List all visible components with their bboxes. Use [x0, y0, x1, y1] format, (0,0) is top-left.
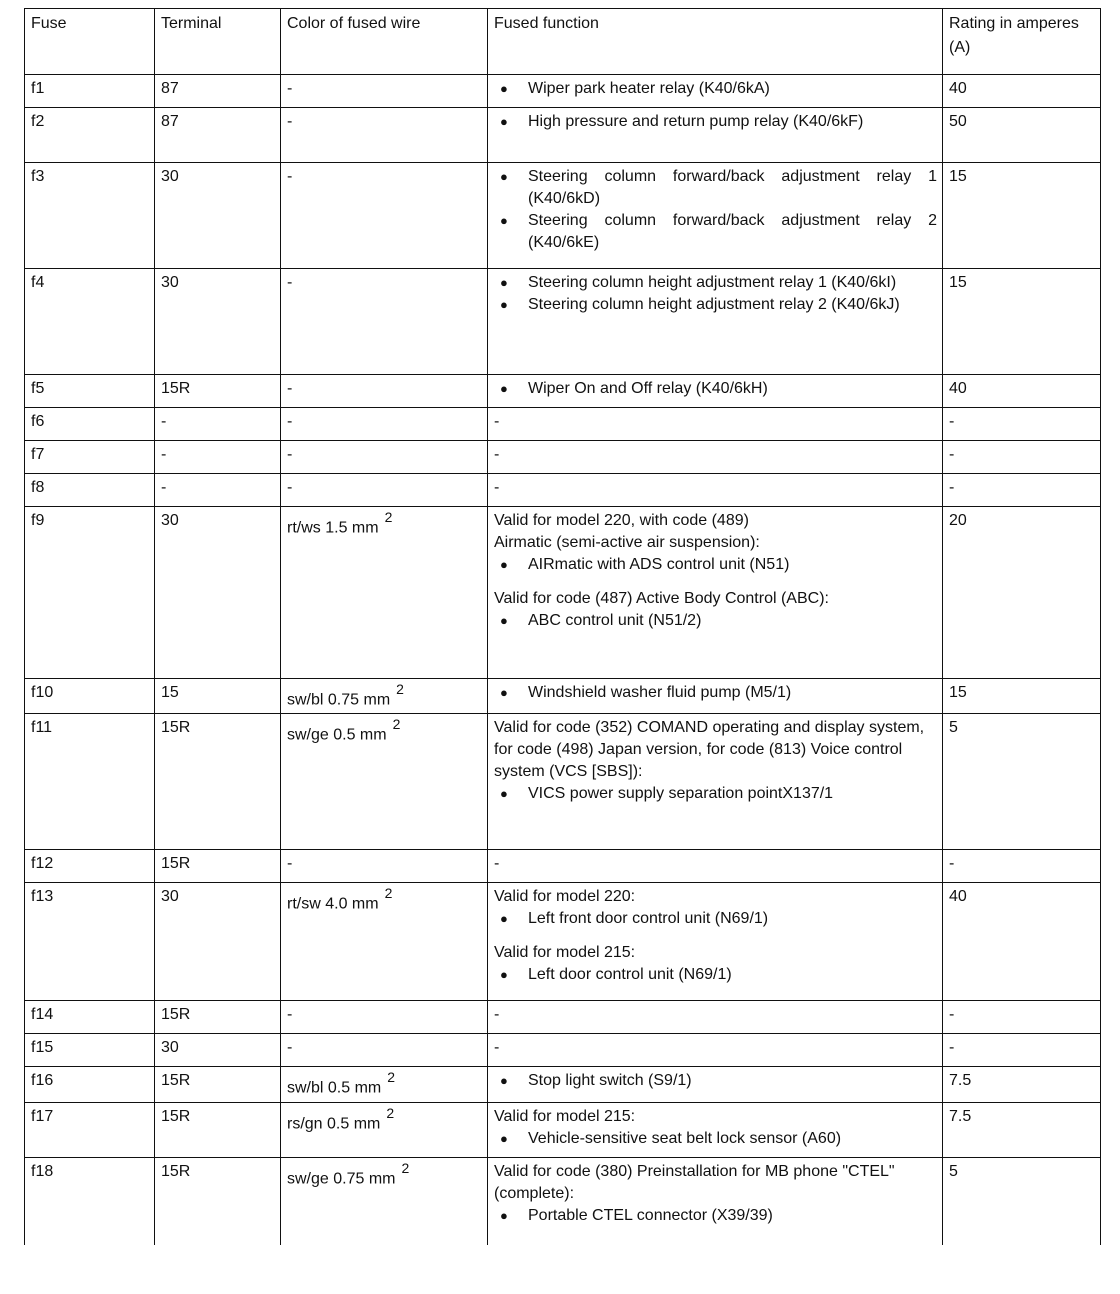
- rating-cell: -: [943, 1034, 1101, 1067]
- wire-color-text: -: [287, 855, 293, 873]
- fuse-cell: f18: [25, 1157, 155, 1245]
- function-cell: [488, 1102, 943, 1157]
- wire-color-cell: [281, 474, 488, 507]
- rating-cell: -: [943, 850, 1101, 883]
- fuse-cell: f17: [25, 1102, 155, 1157]
- wire-color-text: rt/sw 4.0 mm: [287, 895, 379, 913]
- function-bullet-list: [494, 166, 937, 254]
- rating-cell: 7.5: [943, 1067, 1101, 1102]
- rating-cell: -: [943, 441, 1101, 474]
- rating-cell: 20: [943, 507, 1101, 679]
- terminal-cell: 30: [155, 507, 281, 679]
- function-cell: -: [488, 1034, 943, 1067]
- wire-color-text: sw/ge 0.75 mm: [287, 1169, 396, 1187]
- unit-exponent: 2: [396, 681, 404, 697]
- terminal-cell: -: [155, 408, 281, 441]
- function-bullet-item: ● Wiper On and Off relay (K40/6kH): [494, 378, 937, 400]
- fuse-cell: f2: [25, 108, 155, 163]
- rating-cell: -: [943, 408, 1101, 441]
- wire-color-text: -: [287, 380, 293, 397]
- function-bullet-item: ● Vehicle-sensitive seat belt lock sensor (A60): [494, 1128, 937, 1150]
- fuse-cell: f5: [25, 375, 155, 408]
- table-row: [25, 441, 1101, 474]
- fuse-cell: f12: [25, 850, 155, 883]
- function-bullet-list: [494, 1070, 937, 1092]
- function-bullet-list: [494, 908, 937, 930]
- wire-color-cell: [281, 1067, 488, 1102]
- fuse-cell: f10: [25, 679, 155, 714]
- wire-color-text: sw/bl 0.75 mm: [287, 691, 391, 709]
- function-bullet-list: [494, 378, 937, 400]
- table-row: [25, 1034, 1101, 1067]
- function-cell: [488, 1157, 943, 1245]
- function-bullet-item: ● Left door control unit (N69/1): [494, 964, 937, 986]
- rating-cell: -: [943, 1001, 1101, 1034]
- wire-color-cell: [281, 507, 488, 679]
- table-row: [25, 163, 1101, 269]
- fuse-cell: f8: [25, 474, 155, 507]
- wire-color-text: -: [287, 113, 293, 130]
- fuse-cell: f16: [25, 1067, 155, 1102]
- table-row: [25, 1157, 1101, 1245]
- header-rating: Rating in amperes (A): [943, 9, 1101, 75]
- fuse-cell: f14: [25, 1001, 155, 1034]
- header-color: Color of fused wire: [281, 9, 488, 75]
- wire-color-text: -: [287, 446, 293, 463]
- function-bullet-list: [494, 1128, 937, 1150]
- wire-color-text: -: [287, 413, 293, 430]
- function-bullet-list: [494, 272, 937, 316]
- function-cell: [488, 163, 943, 269]
- function-bullet-list: [494, 78, 937, 100]
- unit-exponent: 2: [384, 509, 393, 525]
- terminal-cell: -: [155, 474, 281, 507]
- table-row: [25, 850, 1101, 883]
- wire-color-cell: [281, 375, 488, 408]
- function-bullet-item: ● Windshield washer fluid pump (M5/1): [494, 682, 937, 704]
- function-cell: [488, 714, 943, 850]
- header-terminal: Terminal: [155, 9, 281, 75]
- function-cell: [488, 108, 943, 163]
- rating-cell: 15: [943, 163, 1101, 269]
- function-bullet-item: ● Steering column height adjustment relay 2 (K40/6kJ): [494, 294, 937, 316]
- function-cell: [488, 75, 943, 108]
- function-bullet-item: ● Steering column forward/back adjustment relay 1 (K40/6kD): [494, 166, 937, 210]
- function-bullet-list: [494, 1205, 937, 1227]
- header-row: [25, 9, 1101, 75]
- fuse-cell: f4: [25, 269, 155, 375]
- wire-color-cell: [281, 1102, 488, 1157]
- wire-color-cell: [281, 883, 488, 1001]
- function-bullet-item: ● Steering column height adjustment relay 1 (K40/6kI): [494, 272, 937, 294]
- function-cell: [488, 1067, 943, 1102]
- function-bullet-item: ● VICS power supply separation pointX137/1: [494, 783, 937, 805]
- validity-note: Valid for code (352) COMAND operating and display system, for code (498) Japan version, for code (813) Voice control system (VCS [SBS]):: [494, 719, 925, 781]
- function-cell: -: [488, 850, 943, 883]
- wire-color-cell: [281, 679, 488, 714]
- function-cell: [488, 375, 943, 408]
- table-row: [25, 1067, 1101, 1102]
- validity-note: Valid for model 220:: [494, 888, 636, 906]
- table-row: [25, 108, 1101, 163]
- function-bullet-list: [494, 682, 937, 704]
- unit-exponent: 2: [387, 1069, 396, 1086]
- terminal-cell: 30: [155, 883, 281, 1001]
- unit-exponent: 2: [392, 716, 401, 733]
- validity-note: Valid for model 215:: [494, 944, 636, 962]
- wire-color-cell: [281, 1001, 488, 1034]
- fuse-cell: f13: [25, 883, 155, 1001]
- terminal-cell: 87: [155, 108, 281, 163]
- header-function: Fused function: [488, 9, 943, 75]
- function-bullet-item: ● ABC control unit (N51/2): [494, 610, 937, 632]
- function-cell: -: [488, 441, 943, 474]
- fuse-cell: f9: [25, 507, 155, 679]
- rating-cell: 5: [943, 714, 1101, 850]
- header-fuse: Fuse: [25, 9, 155, 75]
- function-bullet-item: ● Steering column forward/back adjustment relay 2 (K40/6kE): [494, 210, 937, 254]
- function-bullet-list: [494, 111, 937, 133]
- terminal-cell: -: [155, 441, 281, 474]
- wire-color-text: rt/ws 1.5 mm: [287, 519, 379, 537]
- wire-color-cell: [281, 441, 488, 474]
- rating-cell: 15: [943, 679, 1101, 714]
- terminal-cell: 15R: [155, 1157, 281, 1245]
- table-row: [25, 714, 1101, 850]
- wire-color-cell: [281, 75, 488, 108]
- wire-color-cell: [281, 1157, 488, 1245]
- wire-color-text: -: [287, 80, 293, 97]
- function-bullet-item: ● High pressure and return pump relay (K40/6kF): [494, 111, 937, 133]
- table-row: [25, 883, 1101, 1001]
- validity-note: Valid for code (380) Preinstallation for MB phone "CTEL" (complete):: [494, 1162, 895, 1202]
- validity-note: Valid for model 220, with code (489): [494, 512, 749, 529]
- rating-cell: 40: [943, 75, 1101, 108]
- fuse-cell: f15: [25, 1034, 155, 1067]
- fuse-cell: f3: [25, 163, 155, 269]
- terminal-cell: 30: [155, 269, 281, 375]
- rating-cell: 7.5: [943, 1102, 1101, 1157]
- fuse-cell: f11: [25, 714, 155, 850]
- table-row: [25, 507, 1101, 679]
- terminal-cell: 15R: [155, 714, 281, 850]
- function-cell: [488, 679, 943, 714]
- wire-color-text: -: [287, 479, 293, 496]
- function-bullet-item: ● Stop light switch (S9/1): [494, 1070, 937, 1092]
- wire-color-text: sw/ge 0.5 mm: [287, 726, 387, 744]
- validity-note: Airmatic (semi-active air suspension):: [494, 534, 760, 551]
- wire-color-cell: [281, 269, 488, 375]
- wire-color-cell: [281, 850, 488, 883]
- unit-exponent: 2: [384, 885, 393, 902]
- wire-color-text: -: [287, 1039, 293, 1057]
- fuse-table-body: [25, 75, 1101, 1246]
- wire-color-cell: [281, 1034, 488, 1067]
- function-bullet-item: ● Left front door control unit (N69/1): [494, 908, 937, 930]
- wire-color-text: rs/gn 0.5 mm: [287, 1114, 381, 1132]
- rating-cell: 40: [943, 883, 1101, 1001]
- fuse-cell: f7: [25, 441, 155, 474]
- table-row: [25, 408, 1101, 441]
- table-row: [25, 1001, 1101, 1034]
- rating-cell: 5: [943, 1157, 1101, 1245]
- unit-exponent: 2: [401, 1159, 410, 1176]
- function-cell: [488, 883, 943, 1001]
- function-bullet-list: [494, 610, 937, 632]
- function-cell: -: [488, 474, 943, 507]
- function-bullet-item: ● Wiper park heater relay (K40/6kA): [494, 78, 937, 100]
- table-row: [25, 269, 1101, 375]
- terminal-cell: 30: [155, 1034, 281, 1067]
- function-bullet-item: ● AIRmatic with ADS control unit (N51): [494, 554, 937, 576]
- terminal-cell: 15: [155, 679, 281, 714]
- table-row: [25, 474, 1101, 507]
- fuse-cell: f1: [25, 75, 155, 108]
- wire-color-cell: [281, 714, 488, 850]
- function-bullet-list: [494, 964, 937, 986]
- validity-note: Valid for model 215:: [494, 1107, 636, 1125]
- terminal-cell: 15R: [155, 850, 281, 883]
- unit-exponent: 2: [386, 1104, 395, 1121]
- function-cell: [488, 269, 943, 375]
- terminal-cell: 15R: [155, 1001, 281, 1034]
- table-row: [25, 1102, 1101, 1157]
- terminal-cell: 15R: [155, 375, 281, 408]
- table-row: [25, 75, 1101, 108]
- wire-color-text: -: [287, 274, 293, 291]
- rating-cell: 40: [943, 375, 1101, 408]
- wire-color-cell: [281, 163, 488, 269]
- fuse-table-sheet: [24, 8, 1100, 1245]
- wire-color-text: -: [287, 1006, 293, 1024]
- table-row: [25, 375, 1101, 408]
- rating-cell: 50: [943, 108, 1101, 163]
- terminal-cell: 87: [155, 75, 281, 108]
- wire-color-text: -: [287, 168, 293, 185]
- function-bullet-item: ● Portable CTEL connector (X39/39): [494, 1205, 937, 1227]
- table-row: [25, 679, 1101, 714]
- wire-color-cell: [281, 108, 488, 163]
- rating-cell: 15: [943, 269, 1101, 375]
- function-cell: -: [488, 408, 943, 441]
- terminal-cell: 30: [155, 163, 281, 269]
- wire-color-text: sw/bl 0.5 mm: [287, 1079, 382, 1097]
- function-bullet-list: [494, 554, 937, 576]
- terminal-cell: 15R: [155, 1102, 281, 1157]
- function-cell: [488, 507, 943, 679]
- function-cell: -: [488, 1001, 943, 1034]
- validity-note: Valid for code (487) Active Body Control (ABC):: [494, 590, 829, 607]
- fuse-cell: f6: [25, 408, 155, 441]
- terminal-cell: 15R: [155, 1067, 281, 1102]
- rating-cell: -: [943, 474, 1101, 507]
- fuse-table: [24, 8, 1101, 1245]
- function-bullet-list: [494, 783, 937, 805]
- wire-color-cell: [281, 408, 488, 441]
